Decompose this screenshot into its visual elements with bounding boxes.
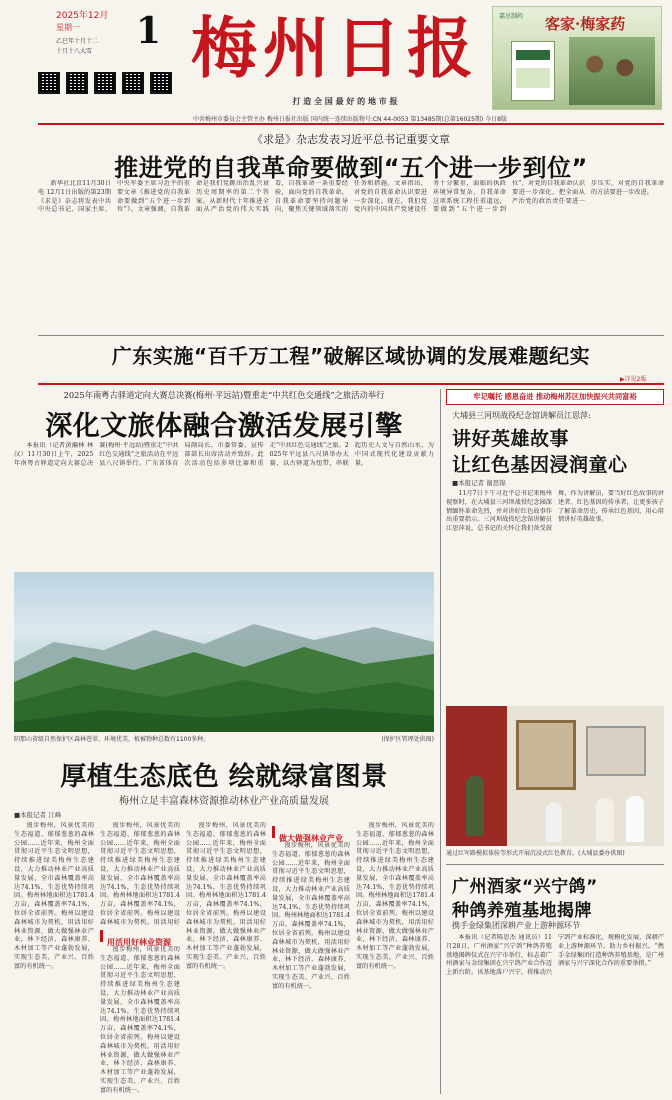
photo-caption-text: 阴那山省级自然保护区森林苍翠、环境优美，植被物种总数有1100多种。 [14, 736, 210, 743]
eco-byline: ■本报记者 江峰 [14, 811, 62, 819]
eco-section-2-label: 做大做强林业产业 [279, 834, 343, 843]
date-lunar-2: 十月十八大雪 [56, 48, 93, 55]
column-divider [440, 389, 441, 1094]
sidebar-banner [446, 389, 664, 405]
eco-body-text: 漫步梅州，风景优美的生态福道、郁郁葱葱的森林公园……近年来，梅州全面贯彻习近平生态文明思想，持续推进绿美梅州生态建设，大力推动林业产业高质量发展，全市森林覆盖率高达74.1%，生态优势持续巩固。梅州林地面积达1781.4万亩，森林覆盖率74.1%，位居全省前列。梅州以建设森林城市为契机，用活用好林业资源，做大做强林业产业，林下经济、森林康养、木材加工等产业蓬勃发展，实现生态美、产业兴、百姓富的有机统一。 [186, 822, 266, 970]
eco-subhead: 梅州立足丰富森林资源推动林业产业高质量发展 [119, 796, 329, 807]
eco-body-text: 漫步梅州，风景优美的生态福道、郁郁葱葱的森林公园……近年来，梅州全面贯彻习近平生态文明思想，持续推进绿美梅州生态建设，大力推动林业产业高质量发展，全市森林覆盖率高达74.1%，生态优势持续巩固。梅州林地面积达1781.4万亩，森林覆盖率74.1%，位居全省前列。梅州以建设森林城市为契机，用活用好林业资源，做大做强林业产业，林下经济、森林康养、木材加工等产业蓬勃发展，实现生态美、产业兴、百姓富的有机统一。 [100, 946, 180, 1094]
qr-code-icon [38, 72, 60, 94]
eco-section-1 [100, 930, 180, 947]
photo-caption [14, 734, 434, 744]
tourism-headline: 深化文旅体融合激活发展引擎 [45, 411, 403, 442]
info-line: 中共梅州市委员会主管主办 梅州日报社出版 国内统一连续出版物号:CN 44-0053 第13485期(总第16025期) 今日8版 [193, 116, 507, 123]
sidebar-banner-text: 牢记嘱托 感恩奋进 推动梅州苏区加快振兴共同富裕 [473, 392, 637, 401]
lead-kicker: 《求是》杂志发表习近平总书记重要文章 [252, 133, 450, 146]
sidebar-body [446, 490, 664, 702]
lead-body-text: 新华社北京11月30日电 12月1日出版的第23期《求是》杂志将发表中共中央总书记、国家主席、中央军委主席习近平的重要文章《推进党的自我革命要做到“五个进一步到位”》。文章强调，自我革命是我们党跳出治乱兴衰历史周期率的第二个答案。从新时代十年推进全面从严治党的伟大实践看，自我革命一条重要经验，面向党的自我革命，自我革命要坚持问题导向，聚焦关键领域落实的任务和措施。文章指出，对党的自我革命认识要进一步深化。现在，我们党党内的中国共产党建设任务十分繁重，面临的执政环境异常复杂，自我革命这项系统工程任重道远，要做到“五个进一步到位”，对党的自我革命认识要进一步深化，把全面从严治党的政治责任要进一步压实，对党的自我革命的方法要进一步改进。 [38, 180, 664, 214]
lead-headline: 推进党的自我革命要做到“五个进一步到位” [114, 154, 588, 182]
date-box [38, 8, 178, 70]
pigeon-body [446, 934, 664, 1094]
ad-banner [492, 6, 662, 110]
qr-code-icon [150, 72, 172, 94]
qr-code-icon [94, 72, 116, 94]
slogan: 打 造 全 国 最 好 的 地 市 报 [292, 97, 398, 106]
qr-code-icon [122, 72, 144, 94]
tourism-kicker: 2025年南粤古驿道定向大赛总决赛(梅州·平远站)暨重走“中共红色交通线”之旅活动举行 [63, 390, 385, 400]
sidebar-headline-1: 讲好英雄故事 [452, 428, 570, 450]
qr-codes [38, 72, 178, 100]
mountain-illustration [14, 572, 434, 732]
tourism-body [14, 442, 434, 570]
second-headline: 广东实施“百千万工程”破解区域协调的发展难题纪实 [111, 344, 591, 368]
sidebar-body-text: 11月7日下午习近平总书记来梅州视察时，在大埔县三河坝战役纪念园深情缅怀革命先烈，并对讲好红色故事作出重要指示。三河坝战役纪念馆讲解员江思萍说，总书记的关怀让我们备受鼓舞，作为讲解员，要当好红色故事的讲述者、红色基因的传承者，让更多孩子了解革命历史，传承红色基因，用心用情讲好英雄故事。 [446, 490, 664, 533]
divider [38, 335, 664, 336]
ad-small-label: 嘉应制药 [499, 13, 524, 20]
eco-body-col-4 [186, 822, 266, 1094]
date-day: 1 [136, 10, 162, 52]
eco-body-col-5 [272, 842, 350, 1094]
sidebar-photo-caption: 通过红军路模拟体验等形式开展沉浸式红色教育。(大埔县委办供图) [446, 850, 625, 857]
pigeon-headline-1: 广州酒家“兴宁鸽” [452, 877, 598, 897]
qr-code-icon [66, 72, 88, 94]
date-weekday: 星期一 [56, 23, 80, 32]
sidebar-kicker: 大埔县三河坝战役纪念馆讲解员江思萍: [452, 411, 591, 420]
eco-body-col-6 [356, 822, 434, 1094]
eco-body-col-1 [14, 822, 94, 1094]
eco-section-1-label: 用活用好林业资源 [107, 938, 171, 947]
museum-photo [446, 706, 664, 846]
pigeon-headline-2: 种鸽养殖基地揭牌 [452, 901, 592, 921]
sidebar-headline-2: 让红色基因浸润童心 [452, 454, 628, 476]
ad-title: 客家·梅家药 [545, 15, 626, 33]
see-page-link[interactable]: ▶详见2版 [620, 376, 647, 383]
newspaper-title: 梅州日报 [191, 9, 479, 87]
pigeon-body-text: 本报讯（记者陈思杰 通讯员）11月28日，广州酒家“兴宁鸽”种鸽养殖基地揭牌仪式在兴宁市举行，标志着广州酒家与金绿集团在兴宁鸽产业合作迈上新台阶。该基地落户兴宁，将推动兴宁鸽产业标准化、规模化发展，深耕产业上游种源环节，助力乡村振兴。“携手金绿集团打造种鸽养殖基地，是广州酒家与兴宁深化合作的重要举措。” [446, 934, 664, 977]
photo-credit: (保护区管理处供图) [381, 736, 434, 743]
sidebar-byline: ■本报记者 谢思锦 [452, 479, 506, 487]
eco-section-2 [272, 826, 352, 843]
masthead [0, 0, 672, 124]
ad-people-photo [569, 37, 655, 105]
product-box-image [511, 41, 555, 101]
eco-body-col-2 [100, 822, 180, 926]
divider [446, 864, 664, 865]
section-rule [38, 383, 664, 385]
eco-body-text: 漫步梅州，风景优美的生态福道、郁郁葱葱的森林公园……近年来，梅州全面贯彻习近平生态文明思想，持续推进绿美梅州生态建设，大力推动林业产业高质量发展，全市森林覆盖率高达74.1%，生态优势持续巩固。梅州林地面积达1781.4万亩，森林覆盖率74.1%，位居全省前列。梅州以建设森林城市为契机，用活用好 [100, 822, 180, 926]
eco-body-col-3 [100, 946, 180, 1094]
forest-mountain-photo [14, 572, 434, 732]
pigeon-subhead: 携手金绿集团深耕产业上游种源环节 [452, 921, 580, 930]
eco-body-text: 漫步梅州，风景优美的生态福道、郁郁葱葱的森林公园……近年来，梅州全面贯彻习近平生态文明思想，持续推进绿美梅州生态建设，大力推动林业产业高质量发展，全市森林覆盖率高达74.1%，生态优势持续巩固。梅州林地面积达1781.4万亩，森林覆盖率74.1%，位居全省前列。梅州以建设森林城市为契机，用活用好林业资源，做大做强林业产业，林下经济、森林康养、木材加工等产业蓬勃发展，实现生态美、产业兴、百姓富的有机统一。 [356, 822, 434, 970]
masthead-rule [38, 123, 664, 125]
tourism-body-text: 本报讯（记者黄瀚林 林汉）11月30日上午，2025年南粤古驿道定向大赛总决赛(梅州·平远站)暨重走“中共红色交通线”之旅活动在平远县八尺镇举行。广东省体育局副局长，市委常委、宣传部部长出席活动并致辞。此次活动包括多项比赛和重走“中共红色交通线”之旅。2025年平远县八尺镇举办大赛，以古驿道为纽带，串联起历史人文与自然山水，为中国式现代化建设贡献力量。 [14, 442, 434, 467]
date-lunar-1: 乙巳年十月十二 [56, 38, 99, 45]
lead-body [38, 180, 664, 332]
date-year-month: 2025年12月 [56, 11, 109, 21]
eco-body-text: 漫步梅州，风景优美的生态福道、郁郁葱葱的森林公园……近年来，梅州全面贯彻习近平生态文明思想，持续推进绿美梅州生态建设，大力推动林业产业高质量发展，全市森林覆盖率高达74.1%，生态优势持续巩固。梅州林地面积达1781.4万亩，森林覆盖率74.1%，位居全省前列。梅州以建设森林城市为契机，用活用好林业资源，做大做强林业产业，林下经济、森林康养、木材加工等产业蓬勃发展，实现生态美、产业兴、百姓富的有机统一。 [272, 842, 350, 990]
eco-body-text: 漫步梅州，风景优美的生态福道、郁郁葱葱的森林公园……近年来，梅州全面贯彻习近平生态文明思想，持续推进绿美梅州生态建设，大力推动林业产业高质量发展，全市森林覆盖率高达74.1%，生态优势持续巩固。梅州林地面积达1781.4万亩，森林覆盖率74.1%，位居全省前列。梅州以建设森林城市为契机，用活用好林业资源，做大做强林业产业，林下经济、森林康养、木材加工等产业蓬勃发展，实现生态美、产业兴、百姓富的有机统一。 [14, 822, 94, 970]
eco-headline: 厚植生态底色 绘就绿富图景 [60, 762, 388, 792]
